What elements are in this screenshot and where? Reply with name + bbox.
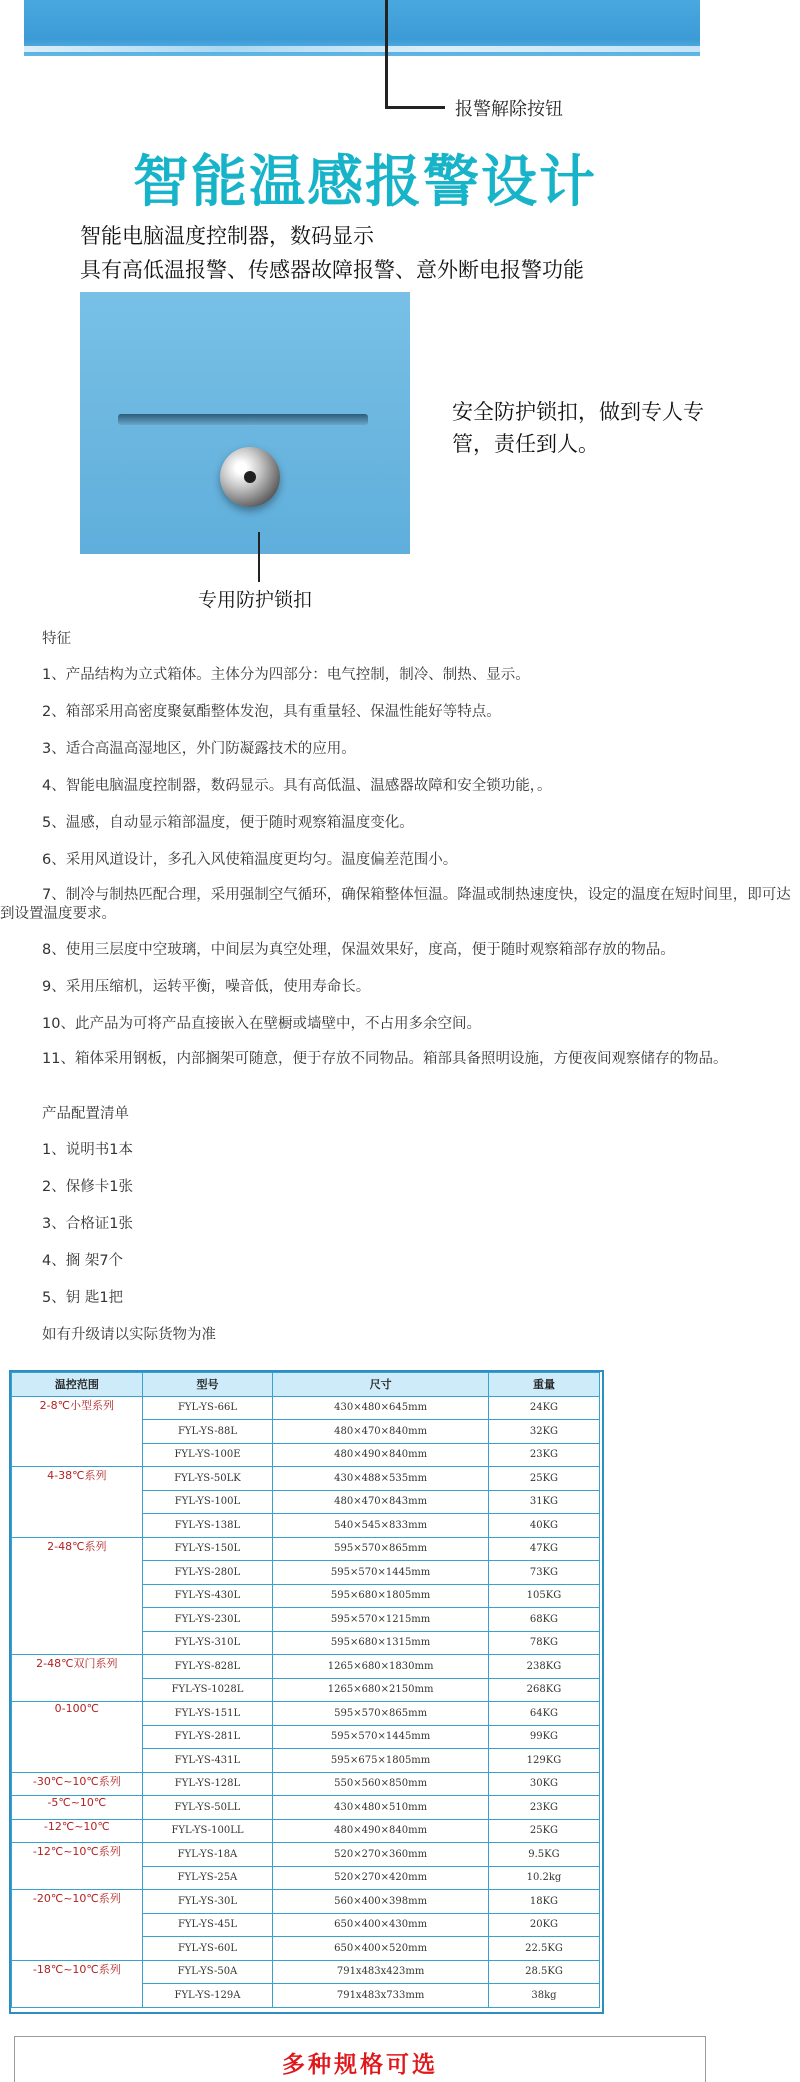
model-cell: FYL-YS-310L [142, 1631, 273, 1655]
description-line-1: 智能电脑温度控制器，数码显示 [80, 224, 374, 248]
model-cell: FYL-YS-50LL [142, 1796, 273, 1820]
config-item: 5、钥 匙1把 [42, 1290, 124, 1306]
range-cell: -18℃~10℃系列 [12, 1960, 143, 2007]
weight-cell: 23KG [488, 1443, 599, 1467]
model-cell: FYL-YS-66L [142, 1396, 273, 1420]
weight-cell: 73KG [488, 1561, 599, 1585]
model-cell: FYL-YS-281L [142, 1725, 273, 1749]
config-item: 1、说明书1本 [42, 1142, 133, 1158]
size-cell: 430×480×645mm [273, 1396, 489, 1420]
model-cell: FYL-YS-828L [142, 1655, 273, 1679]
model-cell: FYL-YS-100LL [142, 1819, 273, 1843]
weight-cell: 68KG [488, 1608, 599, 1632]
model-cell: FYL-YS-128L [142, 1772, 273, 1796]
alarm-release-button-label: 报警解除按钮 [455, 99, 563, 120]
table-row [12, 1467, 600, 1491]
model-cell: FYL-YS-18A [142, 1843, 273, 1867]
feature-item: 1、产品结构为立式箱体。主体分为四部分：电气控制，制冷、制热、显示。 [42, 667, 530, 683]
weight-cell: 238KG [488, 1655, 599, 1679]
size-cell: 520×270×420mm [273, 1866, 489, 1890]
spec-table [11, 1372, 600, 2008]
size-cell: 595×570×865mm [273, 1702, 489, 1726]
door-slot [118, 414, 368, 425]
callout-line [385, 0, 388, 109]
config-item: 4、搁 架7个 [42, 1253, 124, 1269]
model-cell: FYL-YS-25A [142, 1866, 273, 1890]
feature-item: 7、制冷与制热匹配合理，采用强制空气循环，确保箱整体恒温。降温或制热速度快，设定的温度在短时间里，即可达到设置温度要求。 [0, 887, 791, 922]
size-cell: 650×400×430mm [273, 1913, 489, 1937]
feature-item: 6、采用风道设计，多孔入风使箱温度更均匀。温度偏差范围小。 [42, 852, 458, 868]
size-cell: 480×490×840mm [273, 1819, 489, 1843]
size-cell: 595×570×865mm [273, 1537, 489, 1561]
model-cell: FYL-YS-100E [142, 1443, 273, 1467]
model-cell: FYL-YS-100L [142, 1490, 273, 1514]
range-cell: 2-48℃系列 [12, 1537, 143, 1655]
model-cell: FYL-YS-280L [142, 1561, 273, 1585]
feature-item: 9、采用压缩机，运转平衡，噪音低，使用寿命长。 [42, 979, 371, 995]
size-cell: 595×570×1445mm [273, 1725, 489, 1749]
table-row [12, 1702, 600, 1726]
size-cell: 595×570×1215mm [273, 1608, 489, 1632]
size-cell: 540×545×833mm [273, 1514, 489, 1538]
features-heading: 特征 [42, 631, 71, 647]
banner-text: 多种规格可选 [282, 2052, 438, 2078]
weight-cell: 105KG [488, 1584, 599, 1608]
table-row [12, 1796, 600, 1820]
range-cell: -12℃~10℃系列 [12, 1843, 143, 1890]
model-cell: FYL-YS-1028L [142, 1678, 273, 1702]
feature-item: 11、箱体采用钢板，内部搁架可随意，便于存放不同物品。箱部具备照明设施，方便夜间观察储存的物品。 [42, 1051, 728, 1067]
model-cell: FYL-YS-50LK [142, 1467, 273, 1491]
lock-side-note: 安全防护锁扣，做到专人专管，责任到人。 [452, 400, 704, 456]
size-cell: 595×680×1315mm [273, 1631, 489, 1655]
size-cell: 791x483x423mm [273, 1960, 489, 1984]
weight-cell: 9.5KG [488, 1843, 599, 1867]
weight-cell: 24KG [488, 1396, 599, 1420]
model-cell: FYL-YS-88L [142, 1420, 273, 1444]
model-cell: FYL-YS-151L [142, 1702, 273, 1726]
weight-cell: 40KG [488, 1514, 599, 1538]
feature-item: 10、此产品为可将产品直接嵌入在壁橱或墙壁中，不占用多余空间。 [42, 1016, 481, 1032]
size-cell: 560×400×398mm [273, 1890, 489, 1914]
weight-cell: 268KG [488, 1678, 599, 1702]
lock-caption: 专用防护锁扣 [198, 589, 313, 611]
headline: 智能温感报警设计 [133, 150, 597, 215]
weight-cell: 31KG [488, 1490, 599, 1514]
range-cell: 2-48℃双门系列 [12, 1655, 143, 1702]
weight-cell: 20KG [488, 1913, 599, 1937]
banner [14, 2036, 706, 2082]
weight-cell: 25KG [488, 1467, 599, 1491]
table-row [12, 1843, 600, 1867]
table-body [12, 1396, 600, 2007]
weight-cell: 38kg [488, 1984, 599, 2008]
lock-icon [220, 447, 280, 507]
lock-photo [80, 292, 410, 554]
model-cell: FYL-YS-431L [142, 1749, 273, 1773]
weight-cell: 32KG [488, 1420, 599, 1444]
config-heading: 产品配置清单 [42, 1106, 129, 1122]
table-header-row [12, 1373, 600, 1397]
weight-cell: 25KG [488, 1819, 599, 1843]
feature-item: 8、使用三层度中空玻璃，中间层为真空处理，保温效果好，度高，便于随时观察箱部存放的物品。 [42, 942, 675, 958]
table-row [12, 1890, 600, 1914]
config-item: 2、保修卡1张 [42, 1179, 133, 1195]
feature-item: 5、温感，自动显示箱部温度，便于随时观察箱温度变化。 [42, 815, 414, 831]
feature-item: 2、箱部采用高密度聚氨酯整体发泡，具有重量轻、保温性能好等特点。 [42, 704, 501, 720]
model-cell: FYL-YS-45L [142, 1913, 273, 1937]
table-row [12, 1819, 600, 1843]
weight-cell: 18KG [488, 1890, 599, 1914]
model-cell: FYL-YS-129A [142, 1984, 273, 2008]
range-cell: -12℃~10℃ [12, 1819, 143, 1843]
size-cell: 430×488×535mm [273, 1467, 489, 1491]
weight-cell: 10.2kg [488, 1866, 599, 1890]
size-cell: 1265×680×2150mm [273, 1678, 489, 1702]
size-cell: 480×470×840mm [273, 1420, 489, 1444]
header-model: 型号 [142, 1373, 273, 1397]
size-cell: 595×570×1445mm [273, 1561, 489, 1585]
weight-cell: 64KG [488, 1702, 599, 1726]
header-range: 温控范围 [12, 1373, 143, 1397]
range-cell: -5℃~10℃ [12, 1796, 143, 1820]
model-cell: FYL-YS-230L [142, 1608, 273, 1632]
weight-cell: 28.5KG [488, 1960, 599, 1984]
weight-cell: 23KG [488, 1796, 599, 1820]
weight-cell: 78KG [488, 1631, 599, 1655]
table-row [12, 1537, 600, 1561]
table-row [12, 1772, 600, 1796]
size-cell: 520×270×360mm [273, 1843, 489, 1867]
size-cell: 480×490×840mm [273, 1443, 489, 1467]
config-item: 3、合格证1张 [42, 1216, 133, 1232]
header-weight: 重量 [488, 1373, 599, 1397]
features-section [0, 628, 800, 1361]
lock-pointer-line [258, 532, 260, 582]
config-note: 如有升级请以实际货物为准 [42, 1327, 216, 1343]
size-cell: 650×400×520mm [273, 1937, 489, 1961]
header-size: 尺寸 [273, 1373, 489, 1397]
weight-cell: 22.5KG [488, 1937, 599, 1961]
table-row [12, 1960, 600, 1984]
weight-cell: 30KG [488, 1772, 599, 1796]
range-cell: -30℃~10℃系列 [12, 1772, 143, 1796]
feature-item: 3、适合高温高湿地区，外门防凝露技术的应用。 [42, 741, 356, 757]
product-top-photo [24, 0, 700, 56]
size-cell: 430×480×510mm [273, 1796, 489, 1820]
table-row [12, 1655, 600, 1679]
weight-cell: 129KG [488, 1749, 599, 1773]
model-cell: FYL-YS-50A [142, 1960, 273, 1984]
model-cell: FYL-YS-60L [142, 1937, 273, 1961]
size-cell: 595×675×1805mm [273, 1749, 489, 1773]
size-cell: 550×560×850mm [273, 1772, 489, 1796]
size-cell: 480×470×843mm [273, 1490, 489, 1514]
callout-line-horizontal [385, 106, 445, 109]
feature-item: 4、智能电脑温度控制器，数码显示。具有高低温、温感器故障和安全锁功能，。 [42, 778, 552, 794]
size-cell: 1265×680×1830mm [273, 1655, 489, 1679]
model-cell: FYL-YS-430L [142, 1584, 273, 1608]
range-cell: 4-38℃系列 [12, 1467, 143, 1538]
model-cell: FYL-YS-150L [142, 1537, 273, 1561]
size-cell: 791x483x733mm [273, 1984, 489, 2008]
range-cell: 0-100℃ [12, 1702, 143, 1773]
range-cell: -20℃~10℃系列 [12, 1890, 143, 1961]
table-row [12, 1396, 600, 1420]
model-cell: FYL-YS-138L [142, 1514, 273, 1538]
range-cell: 2-8℃小型系列 [12, 1396, 143, 1467]
size-cell: 595×680×1805mm [273, 1584, 489, 1608]
description-line-2: 具有高低温报警、传感器故障报警、意外断电报警功能 [80, 258, 584, 282]
weight-cell: 99KG [488, 1725, 599, 1749]
weight-cell: 47KG [488, 1537, 599, 1561]
model-cell: FYL-YS-30L [142, 1890, 273, 1914]
